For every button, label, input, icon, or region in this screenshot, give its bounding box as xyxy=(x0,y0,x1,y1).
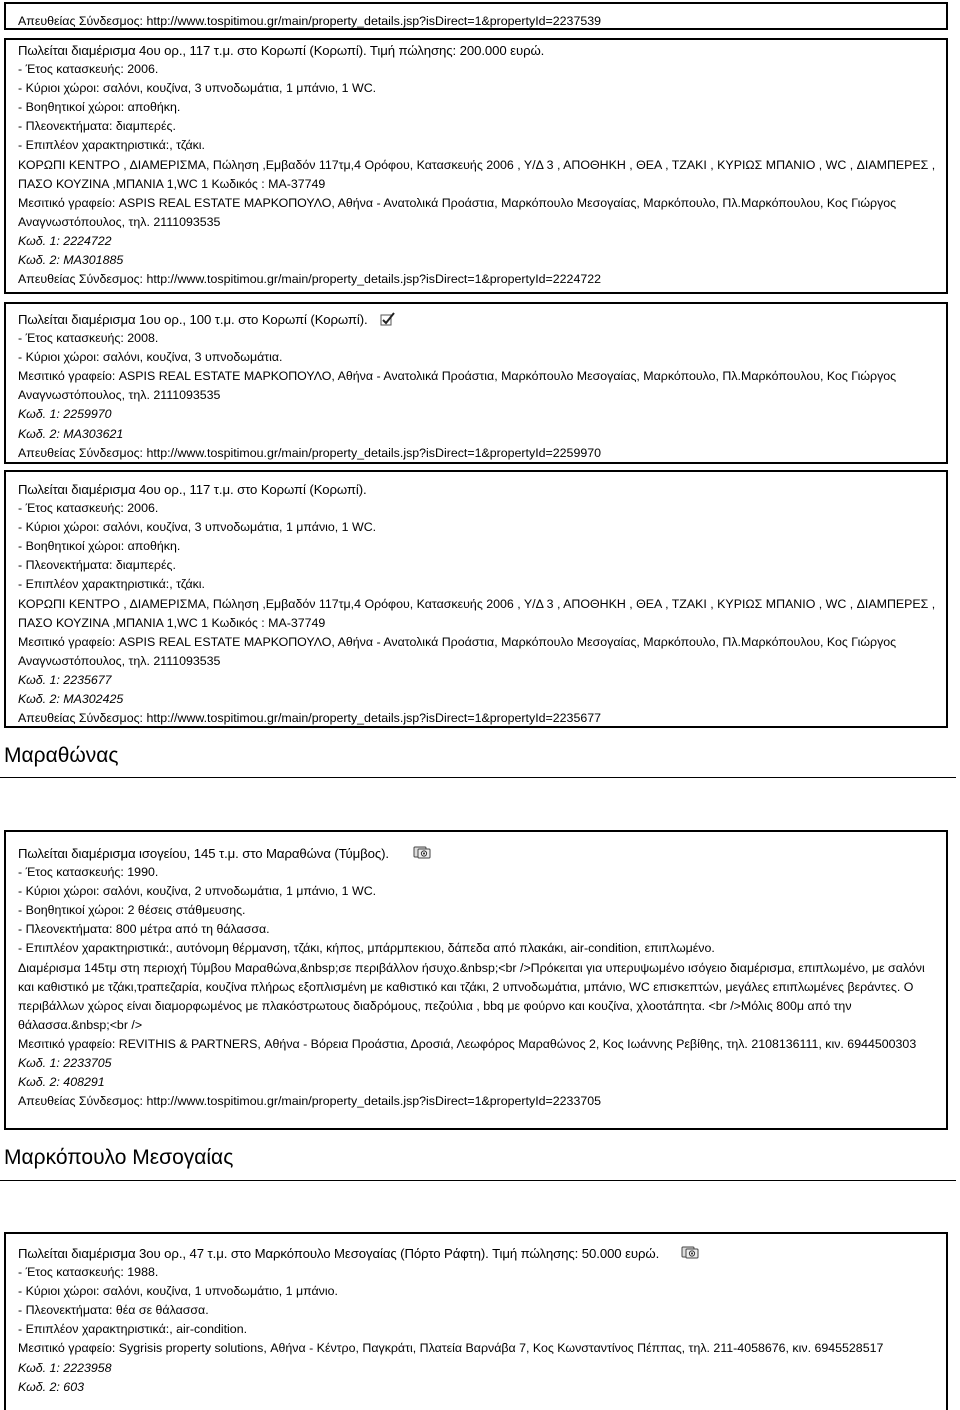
code-1: Κωδ. 1: 2224722 xyxy=(18,233,112,248)
direct-link[interactable]: Απευθείας Σύνδεσμος: http://www.tospitimou.gr/main/property_details.jsp?isDirect=1&propertyId=2224722 xyxy=(18,272,602,287)
listing-detail: - Έτος κατασκευής: 1990. xyxy=(18,865,159,880)
code-1: Κωδ. 1: 2235677 xyxy=(18,672,112,687)
listing-box xyxy=(4,470,948,728)
listing-box xyxy=(4,38,948,294)
listing-detail: - Κύριοι χώροι: σαλόνι, κουζίνα, 1 υπνοδωμάτιο, 1 μπάνιο. xyxy=(18,1284,338,1299)
code-2: Κωδ. 2: 603 xyxy=(18,1379,84,1394)
listing-title: Πωλείται διαμέρισμα 4ου ορ., 117 τ.μ. στο Κορωπί (Κορωπί). Τιμή πώλησης: 200.000 ευρώ. xyxy=(18,43,545,58)
listing-title-row xyxy=(18,844,938,863)
code-2: Κωδ. 2: 408291 xyxy=(18,1075,105,1090)
section-divider xyxy=(0,777,956,778)
agency-info: Μεσιτικό γραφείο: Sygrisis property solutions, Αθήνα - Κέντρο, Παγκράτι, Πλατεία Βαρνάβα 7, Κος Κωνσταντίνος Πέππας, τηλ. 211-4058676, κιν. 6945528517 xyxy=(18,1341,884,1356)
listing-detail: - Πλεονεκτήματα: θέα σε θάλασσα. xyxy=(18,1303,209,1318)
listing-detail: - Επιπλέον χαρακτηριστικά:, air-condition. xyxy=(18,1322,248,1337)
agency-info: Μεσιτικό γραφείο: ASPIS REAL ESTATE ΜΑΡΚΟΠΟΥΛΟ, Αθήνα - Ανατολικά Προάστια, Μαρκόπουλο Μεσογαίας, Μαρκόπουλο, Πλ.Μαρκόπουλου, Κος Γιώργος Αναγνωστόπουλος, τηλ. 2111093535 xyxy=(18,369,897,403)
listing-detail: - Έτος κατασκευής: 2008. xyxy=(18,331,159,346)
listing-description: Διαμέρισμα 145τμ στη περιοχή Τύμβου Μαραθώνα,&nbsp;σε περιβάλλον ήσυχο.&nbsp;<br />Πρόκειται για υπερυψωμένο ισόγειο διαμέρισμα, επιπλωμένο, με σαλόνι και καθιστικό με τζάκι,τραπεζαρία, κουζίνα πλήρως εξοπλισμένη με καθιστικό και τζάκι, 2 υπνοδωμάτια, μπάνιο, WC επισκεπτών, μεγάλες επιπλωμένες βεράντες. Ο περιβάλλων χώρος είναι διαμορφωμένος με πλακόστρωτους διαδρόμους, πεζούλια , bbq με φούρνο και κουζίνα, χλοοτάπητα. <br />Μόλις 800μ από την θάλασσα.&nbsp;<br /> xyxy=(18,960,925,1032)
listing-detail: - Έτος κατασκευής: 2006. xyxy=(18,62,159,77)
agency-info: Μεσιτικό γραφείο: ASPIS REAL ESTATE ΜΑΡΚΟΠΟΥΛΟ, Αθήνα - Ανατολικά Προάστια, Μαρκόπουλο Μεσογαίας, Μαρκόπουλο, Πλ.Μαρκόπουλου, Κος Γιώργος Αναγνωστόπουλος, τηλ. 2111093535 xyxy=(18,195,897,229)
listing-detail: - Κύριοι χώροι: σαλόνι, κουζίνα, 3 υπνοδωμάτια, 1 μπάνιο, 1 WC. xyxy=(18,520,377,535)
code-1: Κωδ. 1: 2259970 xyxy=(18,407,112,422)
code-2: Κωδ. 2: MA303621 xyxy=(18,426,124,441)
photos-icon[interactable] xyxy=(681,1245,699,1264)
listing-detail: - Πλεονεκτήματα: διαμπερές. xyxy=(18,558,176,573)
listing-title: Πωλείται διαμέρισμα 4ου ορ., 117 τ.μ. στο Κορωπί (Κορωπί). xyxy=(18,482,367,497)
listing-title: Πωλείται διαμέρισμα ισογείου, 145 τ.μ. στο Μαραθώνα (Τύμβος). xyxy=(18,846,389,861)
listing-title: Πωλείται διαμέρισμα 1ου ορ., 100 τ.μ. στο Κορωπί (Κορωπί). xyxy=(18,312,368,327)
listing-detail: - Πλεονεκτήματα: 800 μέτρα από τη θάλασσα. xyxy=(18,922,270,937)
listing-detail: - Έτος κατασκευής: 1988. xyxy=(18,1265,159,1280)
direct-link[interactable]: Απευθείας Σύνδεσμος: http://www.tospitimou.gr/main/property_details.jsp?isDirect=1&propertyId=2233705 xyxy=(18,1094,602,1109)
direct-link[interactable]: Απευθείας Σύνδεσμος: http://www.tospitimou.gr/main/property_details.jsp?isDirect=1&propertyId=2235677 xyxy=(18,711,602,726)
agency-info: Μεσιτικό γραφείο: ASPIS REAL ESTATE ΜΑΡΚΟΠΟΥΛΟ, Αθήνα - Ανατολικά Προάστια, Μαρκόπουλο Μεσογαίας, Μαρκόπουλο, Πλ.Μαρκόπουλου, Κος Γιώργος Αναγνωστόπουλος, τηλ. 2111093535 xyxy=(18,634,897,668)
listing-box-top xyxy=(4,2,948,30)
listing-detail: - Βοηθητικοί χώροι: 2 θέσεις στάθμευσης. xyxy=(18,903,246,918)
listing-detail: - Κύριοι χώροι: σαλόνι, κουζίνα, 2 υπνοδωμάτια, 1 μπάνιο, 1 WC. xyxy=(18,884,377,899)
section-heading: Μαραθώνας xyxy=(4,744,119,767)
section-heading: Μαρκόπουλο Μεσογαίας xyxy=(4,1146,234,1169)
listing-box xyxy=(4,1232,948,1410)
checkbox-icon xyxy=(380,312,396,331)
listing-box xyxy=(4,830,948,1130)
listing-detail: - Επιπλέον χαρακτηριστικά:, αυτόνομη θέρμανση, τζάκι, κήπος, μπάρμπεκιου, δάπεδα από πλακάκι, air-condition, επιπλωμένο. xyxy=(18,941,715,956)
listing-detail: - Πλεονεκτήματα: διαμπερές. xyxy=(18,119,176,134)
code-2: Κωδ. 2: MA301885 xyxy=(18,253,124,268)
photos-icon[interactable] xyxy=(413,845,431,864)
listing-detail: - Επιπλέον χαρακτηριστικά:, τζάκι. xyxy=(18,577,205,592)
direct-link[interactable]: Απευθείας Σύνδεσμος: http://www.tospitimou.gr/main/property_details.jsp?isDirect=1&propertyId=2237539 xyxy=(18,14,602,28)
listing-title-row xyxy=(18,310,938,329)
direct-link[interactable]: Απευθείας Σύνδεσμος: http://www.tospitimou.gr/main/property_details.jsp?isDirect=1&propertyId=2259970 xyxy=(18,445,602,460)
listing-box xyxy=(4,302,948,464)
code-1: Κωδ. 1: 2223958 xyxy=(18,1360,112,1375)
listing-title: Πωλείται διαμέρισμα 3ου ορ., 47 τ.μ. στο Μαρκόπουλο Μεσογαίας (Πόρτο Ράφτη). Τιμή πώλησης: 50.000 ευρώ. xyxy=(18,1246,660,1261)
listing-detail: - Κύριοι χώροι: σαλόνι, κουζίνα, 3 υπνοδωμάτια, 1 μπάνιο, 1 WC. xyxy=(18,81,377,96)
agency-info: Μεσιτικό γραφείο: REVITHIS & PARTNERS, Αθήνα - Βόρεια Προάστια, Δροσιά, Λεωφόρος Μαραθώνος 2, Κος Ιωάννης Ρεβίθης, τηλ. 2108136111, κιν. 6944500303 xyxy=(18,1036,917,1051)
listing-description: ΚΟΡΩΠΙ ΚΕΝΤΡΟ , ΔΙΑΜΕΡΙΣΜΑ, Πώληση ,Εμβαδόν 117τμ,4 Ορόφου, Κατασκευής 2006 , Υ/Δ 3 , ΑΠΟΘΗΚΗ , ΘΕΑ , ΤΖΑΚΙ , ΚΥΡΙΩΣ ΜΠΑΝΙΟ , WC , ΔΙΑΜΠΕΡΕΣ , ΠΑΣΟ ΚΟΥΖΙΝΑ ,ΜΠΑΝΙΑ 1,WC 1 Κωδικός : MA-37749 xyxy=(18,596,936,630)
listing-description: ΚΟΡΩΠΙ ΚΕΝΤΡΟ , ΔΙΑΜΕΡΙΣΜΑ, Πώληση ,Εμβαδόν 117τμ,4 Ορόφου, Κατασκευής 2006 , Υ/Δ 3 , ΑΠΟΘΗΚΗ , ΘΕΑ , ΤΖΑΚΙ , ΚΥΡΙΩΣ ΜΠΑΝΙΟ , WC , ΔΙΑΜΠΕΡΕΣ , ΠΑΣΟ ΚΟΥΖΙΝΑ ,ΜΠΑΝΙΑ 1,WC 1 Κωδικός : MA-37749 xyxy=(18,157,936,191)
section-divider xyxy=(0,1180,956,1181)
listing-detail: - Επιπλέον χαρακτηριστικά:, τζάκι. xyxy=(18,138,205,153)
listing-detail: - Βοηθητικοί χώροι: αποθήκη. xyxy=(18,100,181,115)
listing-detail: - Βοηθητικοί χώροι: αποθήκη. xyxy=(18,539,181,554)
listing-title-row xyxy=(18,1244,938,1263)
code-2: Κωδ. 2: MA302425 xyxy=(18,692,124,707)
listing-detail: - Έτος κατασκευής: 2006. xyxy=(18,501,159,516)
code-1: Κωδ. 1: 2233705 xyxy=(18,1056,112,1071)
listing-detail: - Κύριοι χώροι: σαλόνι, κουζίνα, 3 υπνοδωμάτια. xyxy=(18,350,283,365)
